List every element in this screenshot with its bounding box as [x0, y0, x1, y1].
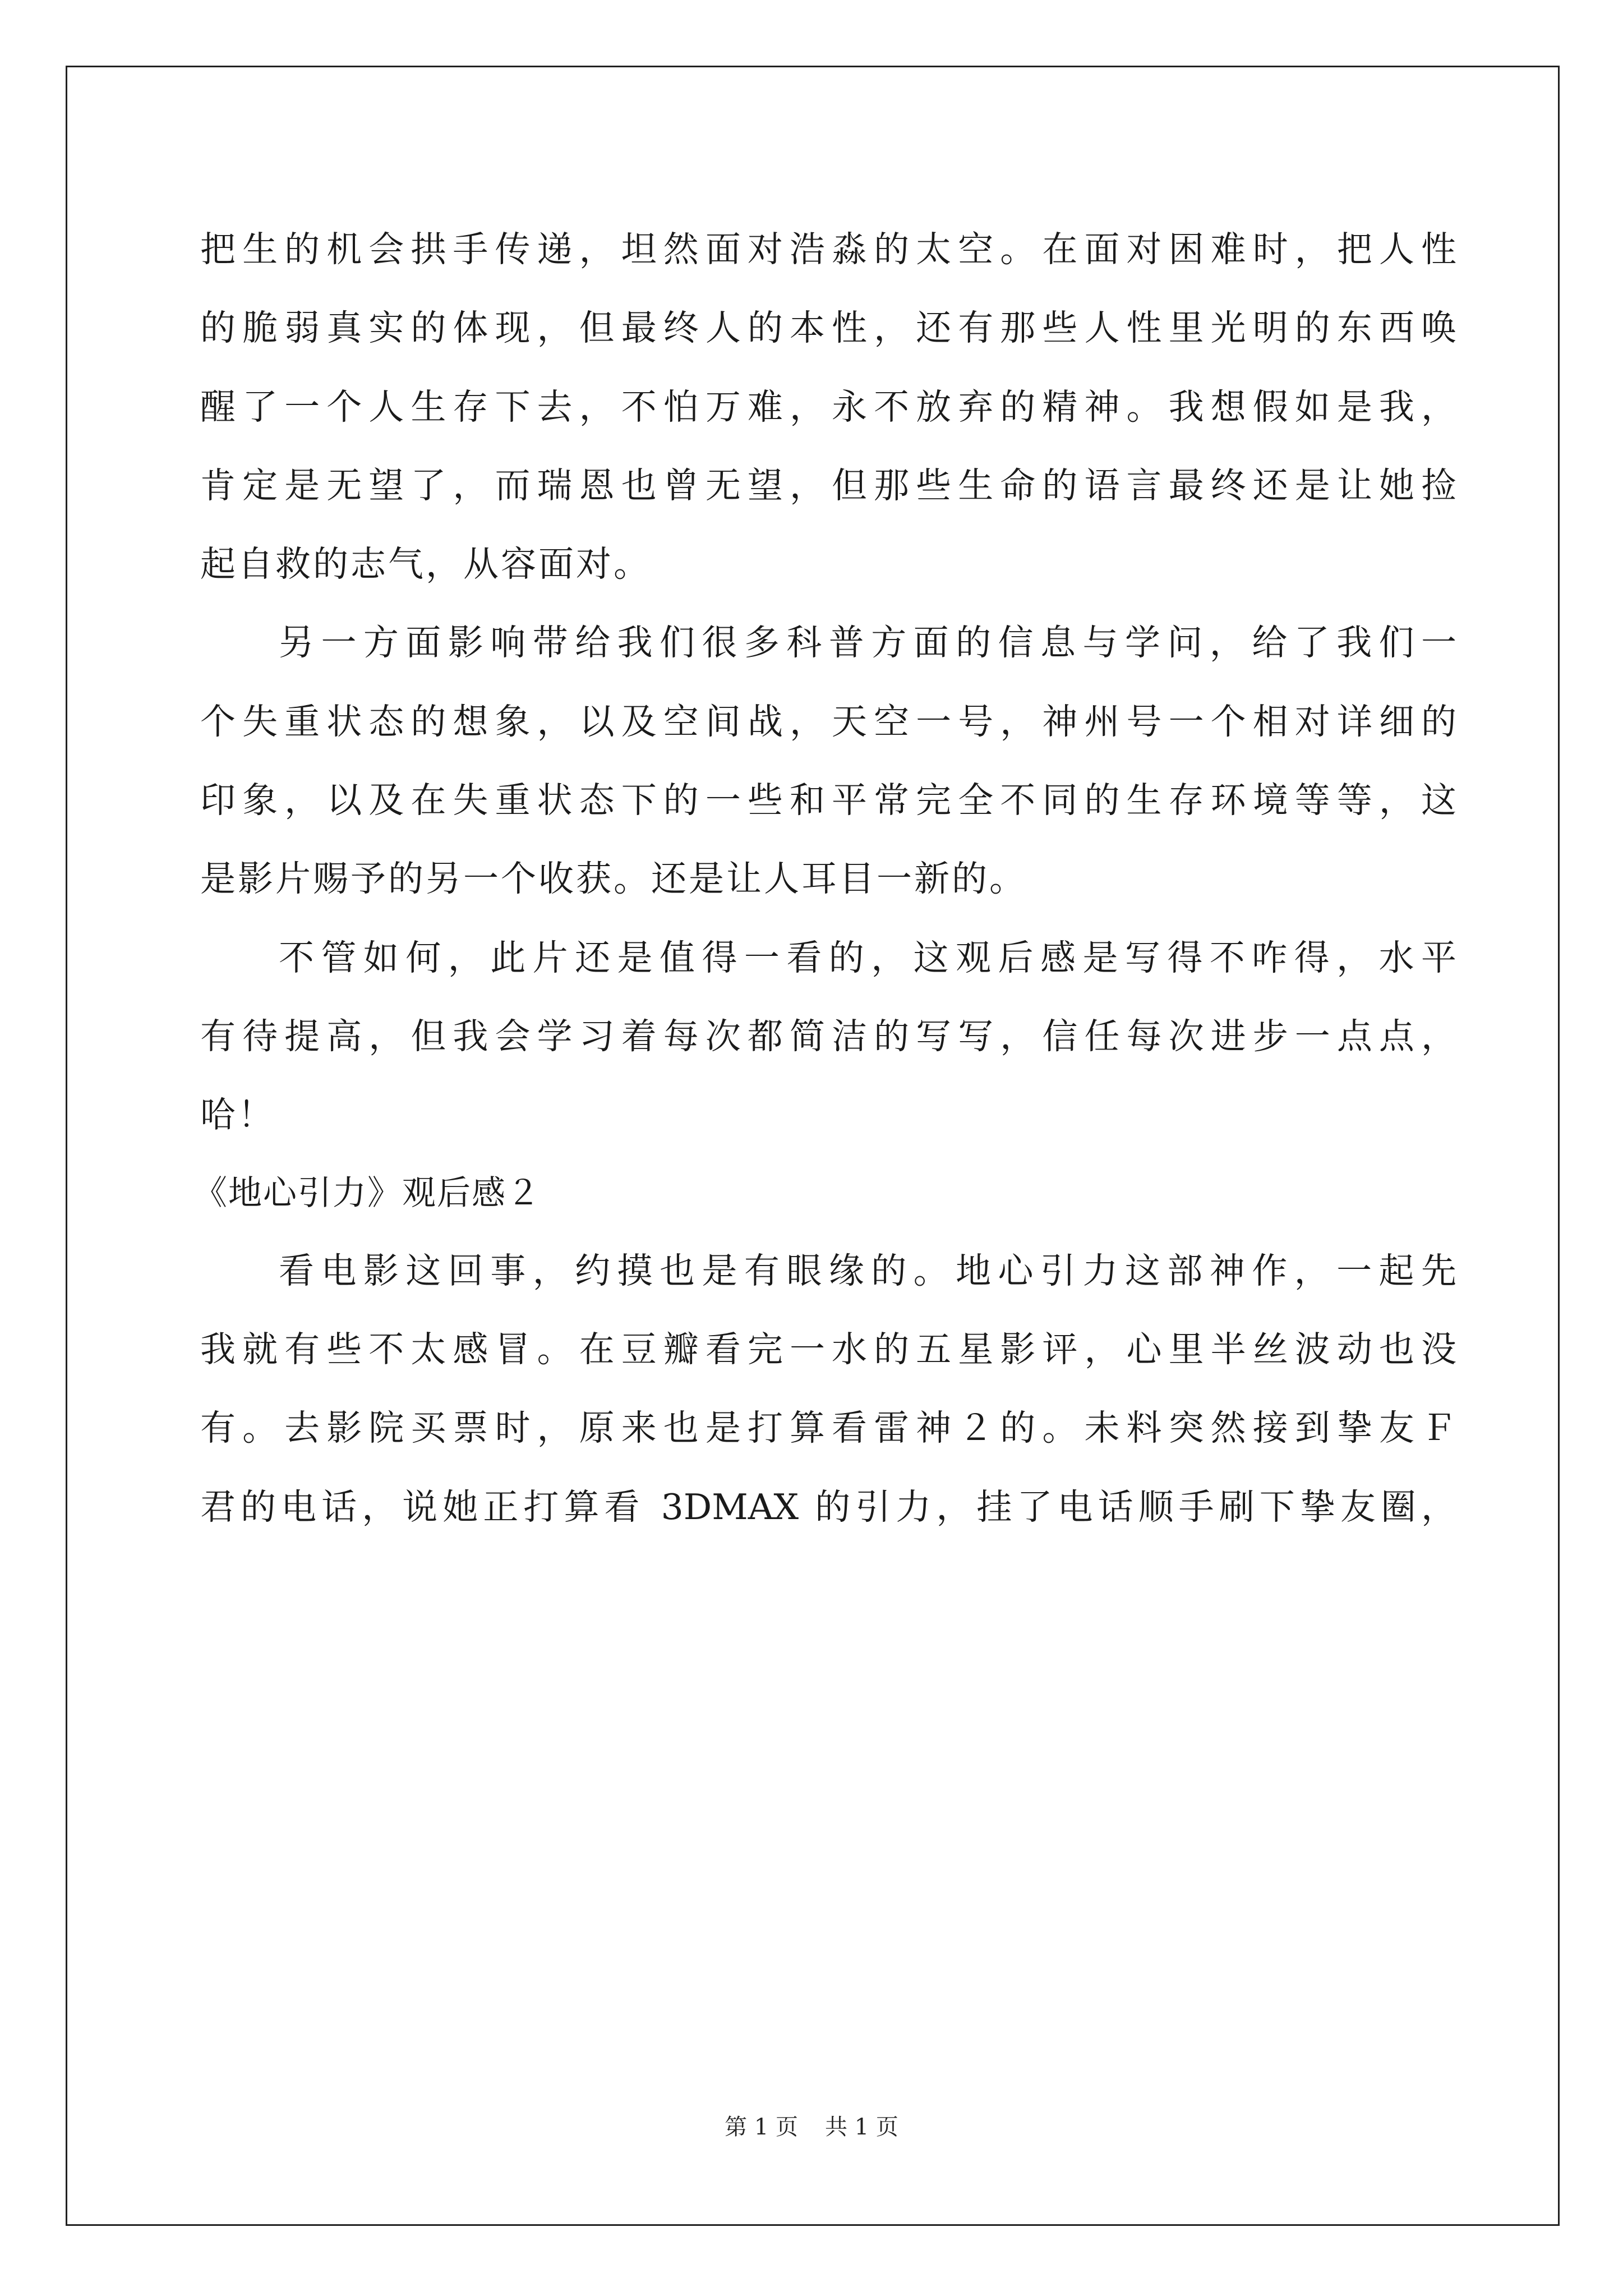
paragraph-line: 把生的机会拱手传递，坦然面对浩淼的太空。在面对困难时，把人性: [200, 229, 1456, 270]
paragraph-line: 醒了一个人生存下去，不怕万难，永不放弃的精神。我想假如是我，: [200, 386, 1456, 427]
paragraph-line: 我就有些不太感冒。在豆瓣看完一水的五星影评，心里半丝波动也没: [200, 1329, 1456, 1370]
paragraph-line: 是影片赐予的另一个收获。还是让人耳目一新的。: [200, 858, 1027, 899]
page-total: 共 1 页: [825, 2114, 898, 2140]
page-footer: [0, 2110, 1623, 2144]
paragraph-line: 的脆弱真实的体现，但最终人的本性，还有那些人性里光明的东西唤: [200, 307, 1456, 348]
paragraph-line: 印象，以及在失重状态下的一些和平常完全不同的生存环境等等，这: [200, 780, 1456, 821]
paragraph-line: 肯定是无望了，而瑞恩也曾无望，但那些生命的语言最终还是让她捡: [200, 465, 1456, 506]
page-number: 第 1 页: [725, 2114, 798, 2140]
paragraph-first-line: 看电影这回事，约摸也是有眼缘的。地心引力这部神作，一起先: [279, 1250, 1456, 1291]
paragraph-first-line: 不管如何，此片还是值得一看的，这观后感是写得不咋得，水平: [279, 937, 1456, 978]
paragraph-line: 有待提高，但我会学习着每次都简洁的写写，信任每次进步一点点，: [200, 1016, 1456, 1057]
paragraph-line: 起自救的志气，从容面对。: [200, 544, 651, 585]
paragraph-first-line: 另一方面影响带给我们很多科普方面的信息与学问，给了我们一: [279, 622, 1456, 663]
section-heading: 《地心引力》观后感２: [193, 1174, 541, 1213]
paragraph-line: 君的电话，说她正打算看 3DMAX 的引力，挂了电话顺手刷下挚友圈，: [200, 1487, 1456, 1527]
paragraph-line: 有。去影院买票时，原来也是打算看雷神２的。未料突然接到挚友Ｆ: [200, 1407, 1456, 1448]
paragraph-line: 哈！: [200, 1094, 275, 1135]
paragraph-line: 个失重状态的想象，以及空间战，天空一号，神州号一个相对详细的: [200, 701, 1456, 742]
